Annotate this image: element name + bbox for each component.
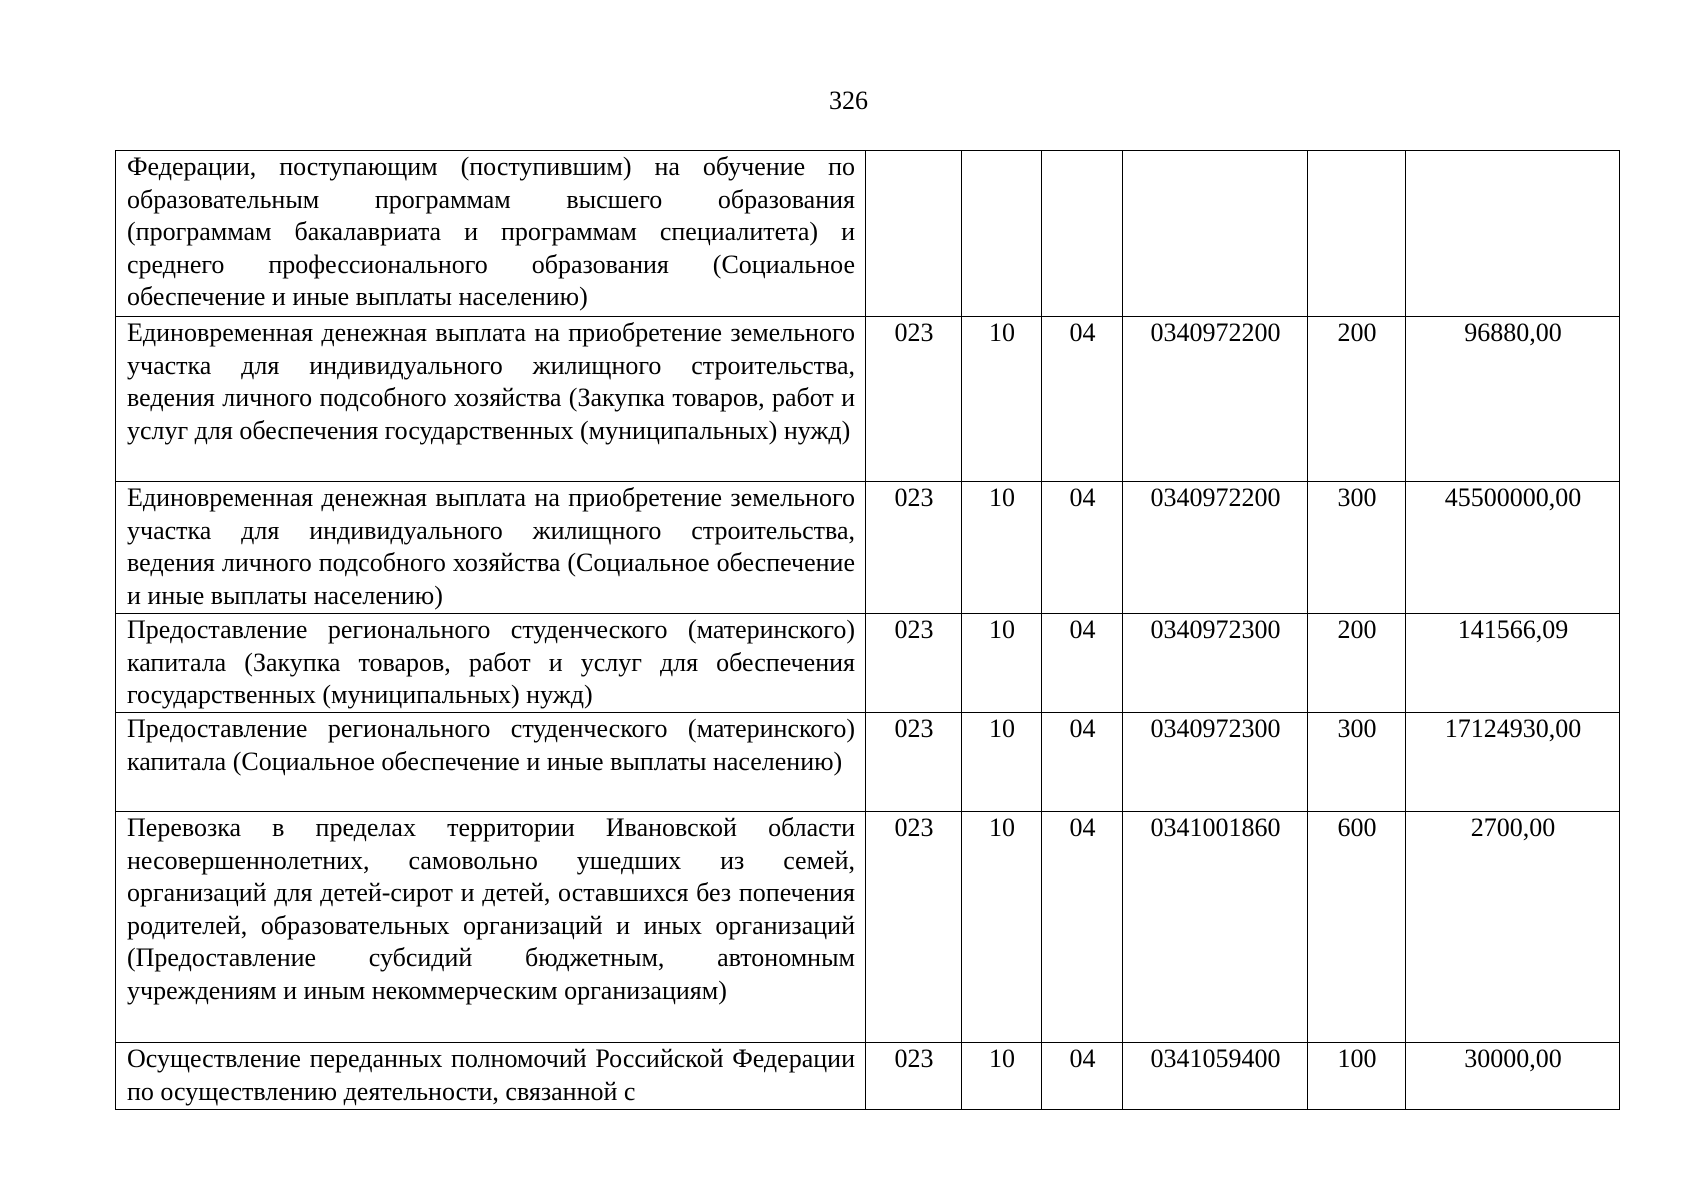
row-description: Предоставление регионального студенческого (материнского) капитала (Социальное обеспечение и иные выплаты населению) (116, 713, 866, 812)
row-description: Предоставление регионального студенческого (материнского) капитала (Закупка товаров, работ и услуг для обеспечения государственных (муниципальных) нужд) (116, 614, 866, 713)
row-csr-code: 0340972200 (1123, 317, 1308, 482)
row-csr-code (1123, 151, 1308, 317)
row-amount: 30000,00 (1406, 1043, 1620, 1110)
row-vr-code: 300 (1308, 482, 1406, 614)
row-amount: 45500000,00 (1406, 482, 1620, 614)
table-row (116, 614, 1620, 713)
row-rz-code: 10 (962, 317, 1042, 482)
row-gr-code: 023 (866, 713, 962, 812)
row-amount: 17124930,00 (1406, 713, 1620, 812)
row-gr-code: 023 (866, 317, 962, 482)
row-rz-code: 10 (962, 614, 1042, 713)
row-csr-code: 0340972200 (1123, 482, 1308, 614)
row-pr-code (1042, 151, 1123, 317)
row-csr-code: 0341001860 (1123, 812, 1308, 1043)
table-row (116, 317, 1620, 482)
row-csr-code: 0340972300 (1123, 713, 1308, 812)
row-pr-code: 04 (1042, 1043, 1123, 1110)
row-pr-code: 04 (1042, 482, 1123, 614)
table-row (116, 1043, 1620, 1110)
row-description: Осуществление переданных полномочий Российской Федерации по осуществлению деятельности, связанной с (116, 1043, 866, 1110)
row-amount: 2700,00 (1406, 812, 1620, 1043)
row-amount (1406, 151, 1620, 317)
row-gr-code: 023 (866, 812, 962, 1043)
row-pr-code: 04 (1042, 317, 1123, 482)
row-vr-code: 200 (1308, 317, 1406, 482)
page-number: 326 (829, 86, 868, 115)
row-description: Перевозка в пределах территории Ивановской области несовершеннолетних, самовольно ушедших из семей, организаций для детей-сирот и детей, оставшихся без попечения родителей, образовательных организаций и иных организаций (Предоставление субсидий бюджетным, автономным учреждениям и иным некоммерческим организациям) (116, 812, 866, 1043)
row-vr-code (1308, 151, 1406, 317)
row-vr-code: 100 (1308, 1043, 1406, 1110)
row-gr-code (866, 151, 962, 317)
row-amount: 96880,00 (1406, 317, 1620, 482)
table-row (116, 151, 1620, 317)
table-row (116, 713, 1620, 812)
table-row (116, 482, 1620, 614)
row-pr-code: 04 (1042, 812, 1123, 1043)
row-amount: 141566,09 (1406, 614, 1620, 713)
row-vr-code: 300 (1308, 713, 1406, 812)
row-gr-code: 023 (866, 614, 962, 713)
row-rz-code: 10 (962, 1043, 1042, 1110)
row-vr-code: 200 (1308, 614, 1406, 713)
row-vr-code: 600 (1308, 812, 1406, 1043)
row-csr-code: 0340972300 (1123, 614, 1308, 713)
row-description: Единовременная денежная выплата на приобретение земельного участка для индивидуального жилищного строительства, ведения личного подсобного хозяйства (Социальное обеспечение и иные выплаты населению) (116, 482, 866, 614)
row-gr-code: 023 (866, 1043, 962, 1110)
row-gr-code: 023 (866, 482, 962, 614)
row-pr-code: 04 (1042, 614, 1123, 713)
row-description: Федерации, поступающим (поступившим) на обучение по образовательным программам высшего образования (программам бакалавриата и программам специалитета) и среднего профессионального образования (Социальное обеспечение и иные выплаты населению) (116, 151, 866, 317)
row-pr-code: 04 (1042, 713, 1123, 812)
row-description: Единовременная денежная выплата на приобретение земельного участка для индивидуального жилищного строительства, ведения личного подсобного хозяйства (Закупка товаров, работ и услуг для обеспечения государственных (муниципальных) нужд) (116, 317, 866, 482)
table-row (116, 812, 1620, 1043)
budget-table (115, 150, 1620, 1110)
row-rz-code: 10 (962, 482, 1042, 614)
row-csr-code: 0341059400 (1123, 1043, 1308, 1110)
row-rz-code: 10 (962, 812, 1042, 1043)
row-rz-code: 10 (962, 713, 1042, 812)
row-rz-code (962, 151, 1042, 317)
